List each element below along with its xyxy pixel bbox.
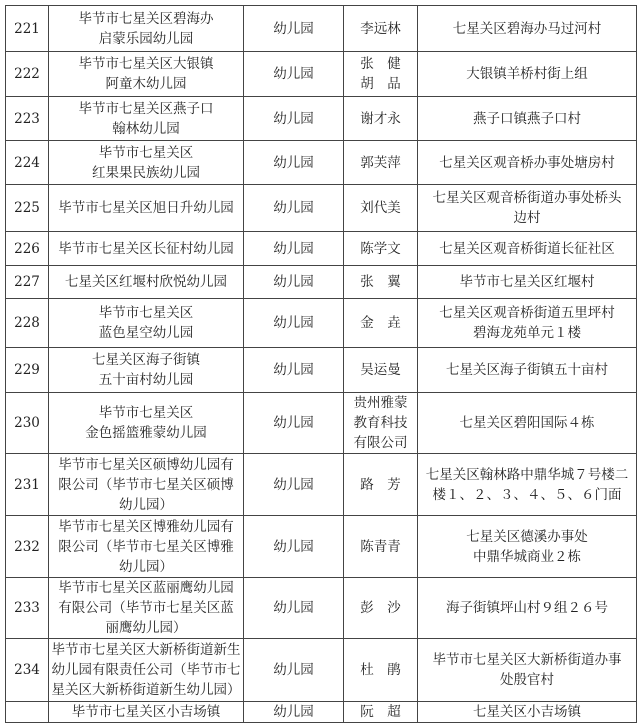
legal-representative-line: 有限公司 [353, 435, 408, 451]
kindergarten-name-line: 幼儿园有限责任公司（毕节市七 [51, 662, 241, 678]
row-number-cell: 226 [6, 232, 49, 266]
kindergarten-name-line: 幼儿园） [119, 496, 173, 513]
legal-representative-line: 郭芙萍 [360, 154, 401, 171]
table-row [6, 52, 637, 97]
kindergarten-name-line: 毕节市七星关区 [98, 405, 194, 421]
kindergarten-name-cell [49, 232, 244, 266]
legal-representative-line: 张 翼 [360, 274, 401, 290]
kindergarten-name-line: 限公司（毕节市七星关区硕博 [58, 476, 234, 493]
address-line: 七星关区观音桥办事处塘房村 [439, 154, 615, 171]
row-number-cell: 228 [6, 299, 49, 348]
kindergarten-name-cell [49, 52, 244, 97]
kindergarten-name-line: 毕节市七星关区燕子口 [78, 100, 214, 117]
row-number-cell [6, 702, 49, 723]
institution-type-cell: 幼儿园 [244, 52, 344, 97]
legal-representative-cell [344, 454, 418, 516]
legal-representative-line: 陈青青 [360, 538, 401, 555]
institution-type-cell: 幼儿园 [244, 639, 344, 702]
address-line: 七星关区观音桥街道五里坪村 [439, 305, 615, 321]
address-line: 处殷官村 [500, 672, 554, 688]
table-row [6, 6, 637, 52]
table-row [6, 185, 637, 232]
legal-representative-cell [344, 702, 418, 723]
legal-representative-cell [344, 185, 418, 232]
kindergarten-name-cell [49, 702, 244, 723]
legal-representative-cell [344, 52, 418, 97]
address-line: 七星关区德溪办事处 [466, 528, 588, 545]
row-number-cell: 223 [6, 97, 49, 141]
address-cell [418, 266, 637, 299]
kindergarten-name-cell [49, 639, 244, 702]
table-row [6, 639, 637, 702]
legal-representative-cell [344, 393, 418, 454]
legal-representative-cell [344, 232, 418, 266]
table-row [6, 299, 637, 348]
kindergarten-name-line: 毕节市七星关区博雅幼儿园有 [58, 518, 234, 535]
address-cell [418, 232, 637, 266]
kindergarten-name-line: 毕节市七星关区碧海办 [78, 10, 214, 27]
kindergarten-name-line: 七星关区红堰村欣悦幼儿园 [65, 274, 227, 290]
legal-representative-cell [344, 266, 418, 299]
table-body [6, 6, 637, 723]
address-line: 楼１、２、３、４、５、６门面 [432, 486, 622, 503]
row-number-cell: 233 [6, 578, 49, 639]
institution-type-cell: 幼儿园 [244, 454, 344, 516]
table-row [6, 348, 637, 393]
legal-representative-cell [344, 516, 418, 578]
kindergarten-name-line: 毕节市七星关区蓝丽鹰幼儿园 [58, 580, 234, 596]
kindergarten-name-line: 幼儿园） [119, 558, 173, 575]
address-cell [418, 97, 637, 141]
institution-type-cell: 幼儿园 [244, 97, 344, 141]
legal-representative-cell [344, 6, 418, 52]
legal-representative-line: 胡 品 [360, 76, 401, 92]
address-line: 七星关区碧海办马过河村 [452, 20, 602, 37]
kindergarten-name-line: 蓝色星空幼儿园 [98, 325, 194, 341]
kindergarten-name-cell [49, 578, 244, 639]
kindergarten-name-line: 毕节市七星关区长征村幼儿园 [58, 240, 234, 257]
legal-representative-line: 阮 超 [360, 704, 401, 720]
institution-type-cell: 幼儿园 [244, 232, 344, 266]
address-cell [418, 393, 637, 454]
address-line: 中鼎华城商业２栋 [473, 548, 581, 565]
row-number-cell: 221 [6, 6, 49, 52]
legal-representative-line: 谢才永 [360, 110, 401, 127]
address-cell [418, 299, 637, 348]
legal-representative-cell [344, 348, 418, 393]
address-line: 七星关区海子街镇五十亩村 [446, 362, 608, 378]
legal-representative-line: 吴运曼 [360, 362, 401, 378]
address-line: 边村 [513, 210, 541, 226]
legal-representative-line: 杜 鹃 [360, 662, 401, 678]
institution-type-cell: 幼儿园 [244, 393, 344, 454]
address-line: 七星关区翰林路中鼎华城７号楼二 [425, 466, 629, 483]
table-row [6, 578, 637, 639]
legal-representative-line: 彭 沙 [360, 600, 401, 616]
institution-type-cell: 幼儿园 [244, 266, 344, 299]
address-line: 大银镇羊桥村街上组 [466, 66, 588, 82]
kindergarten-name-line: 阿童木幼儿园 [105, 76, 187, 92]
kindergarten-name-line: 红果果民族幼儿园 [92, 164, 200, 181]
address-cell [418, 141, 637, 185]
address-cell [418, 639, 637, 702]
address-cell [418, 185, 637, 232]
kindergarten-name-line: 限公司（毕节市七星关区博雅 [58, 538, 234, 555]
legal-representative-cell [344, 141, 418, 185]
kindergarten-name-line: 五十亩村幼儿园 [98, 372, 194, 388]
kindergarten-name-cell [49, 454, 244, 516]
legal-representative-line: 金 垚 [360, 315, 401, 331]
address-cell [418, 578, 637, 639]
table-row [6, 516, 637, 578]
kindergarten-name-line: 毕节市七星关区旭日升幼儿园 [58, 200, 234, 216]
legal-representative-cell [344, 639, 418, 702]
kindergarten-name-cell [49, 185, 244, 232]
institution-type-cell: 幼儿园 [244, 299, 344, 348]
kindergarten-registry-table [5, 5, 637, 723]
legal-representative-line: 刘代美 [360, 200, 401, 216]
address-line: 七星关区观音桥街道办事处桥头 [432, 190, 622, 206]
kindergarten-name-cell [49, 6, 244, 52]
row-number-cell: 232 [6, 516, 49, 578]
address-line: 燕子口镇燕子口村 [473, 110, 581, 127]
kindergarten-name-line: 翰林幼儿园 [112, 120, 180, 137]
row-number-cell: 229 [6, 348, 49, 393]
row-number-cell: 230 [6, 393, 49, 454]
address-line: 海子街镇坪山村９组２６号 [446, 600, 608, 616]
kindergarten-name-cell [49, 141, 244, 185]
kindergarten-name-line: 毕节市七星关区大新桥街道新生 [51, 642, 241, 658]
address-cell [418, 6, 637, 52]
address-cell [418, 702, 637, 723]
row-number-cell: 222 [6, 52, 49, 97]
institution-type-cell: 幼儿园 [244, 185, 344, 232]
kindergarten-name-line: 丽鹰幼儿园） [105, 620, 187, 636]
row-number-cell: 227 [6, 266, 49, 299]
address-line: 七星关区碧阳国际４栋 [459, 415, 595, 431]
kindergarten-name-cell [49, 97, 244, 141]
kindergarten-name-cell [49, 299, 244, 348]
address-cell [418, 52, 637, 97]
table-row [6, 232, 637, 266]
table-row [6, 141, 637, 185]
kindergarten-name-line: 七星关区海子街镇 [92, 352, 200, 368]
institution-type-cell: 幼儿园 [244, 702, 344, 723]
table-row [6, 702, 637, 723]
address-line: 七星关区观音桥街道长征社区 [439, 240, 615, 257]
legal-representative-line: 陈学文 [360, 240, 401, 257]
legal-representative-line: 路 芳 [360, 476, 401, 493]
legal-representative-line: 贵州雅蒙 [353, 395, 408, 411]
table-row [6, 454, 637, 516]
legal-representative-cell [344, 578, 418, 639]
address-cell [418, 516, 637, 578]
legal-representative-cell [344, 97, 418, 141]
legal-representative-line: 教育科技 [353, 415, 408, 431]
row-number-cell: 234 [6, 639, 49, 702]
table-row [6, 393, 637, 454]
institution-type-cell: 幼儿园 [244, 348, 344, 393]
row-number-cell: 225 [6, 185, 49, 232]
table-row [6, 97, 637, 141]
address-line: 碧海龙苑单元１楼 [473, 325, 581, 341]
institution-type-cell: 幼儿园 [244, 6, 344, 52]
address-line: 毕节市七星关区红堰村 [459, 274, 595, 290]
row-number-cell: 231 [6, 454, 49, 516]
kindergarten-name-line: 毕节市七星关区硕博幼儿园有 [58, 456, 234, 473]
kindergarten-name-line: 星关区大新桥街道新生幼儿园） [51, 682, 241, 698]
institution-type-cell: 幼儿园 [244, 578, 344, 639]
kindergarten-name-line: 毕节市七星关区 [98, 305, 194, 321]
kindergarten-name-cell [49, 266, 244, 299]
legal-representative-cell [344, 299, 418, 348]
kindergarten-name-cell [49, 393, 244, 454]
address-line: 毕节市七星关区大新桥街道办事 [432, 652, 622, 668]
kindergarten-name-line: 毕节市七星关区 [98, 144, 194, 161]
kindergarten-name-line: 有限公司（毕节市七星关区蓝 [58, 600, 234, 616]
kindergarten-name-line: 启蒙乐园幼儿园 [98, 30, 194, 47]
row-number-cell: 224 [6, 141, 49, 185]
institution-type-cell: 幼儿园 [244, 516, 344, 578]
kindergarten-name-line: 毕节市七星关区小吉场镇 [71, 704, 221, 720]
legal-representative-line: 张 健 [360, 56, 401, 72]
legal-representative-line: 李远林 [360, 20, 401, 37]
institution-type-cell: 幼儿园 [244, 141, 344, 185]
address-cell [418, 348, 637, 393]
kindergarten-name-line: 毕节市七星关区大银镇 [78, 56, 214, 72]
kindergarten-name-cell [49, 516, 244, 578]
kindergarten-name-line: 金色摇篮雅蒙幼儿园 [85, 425, 207, 441]
kindergarten-name-cell [49, 348, 244, 393]
table-row [6, 266, 637, 299]
address-line: 七星关区小吉场镇 [473, 704, 581, 720]
address-cell [418, 454, 637, 516]
